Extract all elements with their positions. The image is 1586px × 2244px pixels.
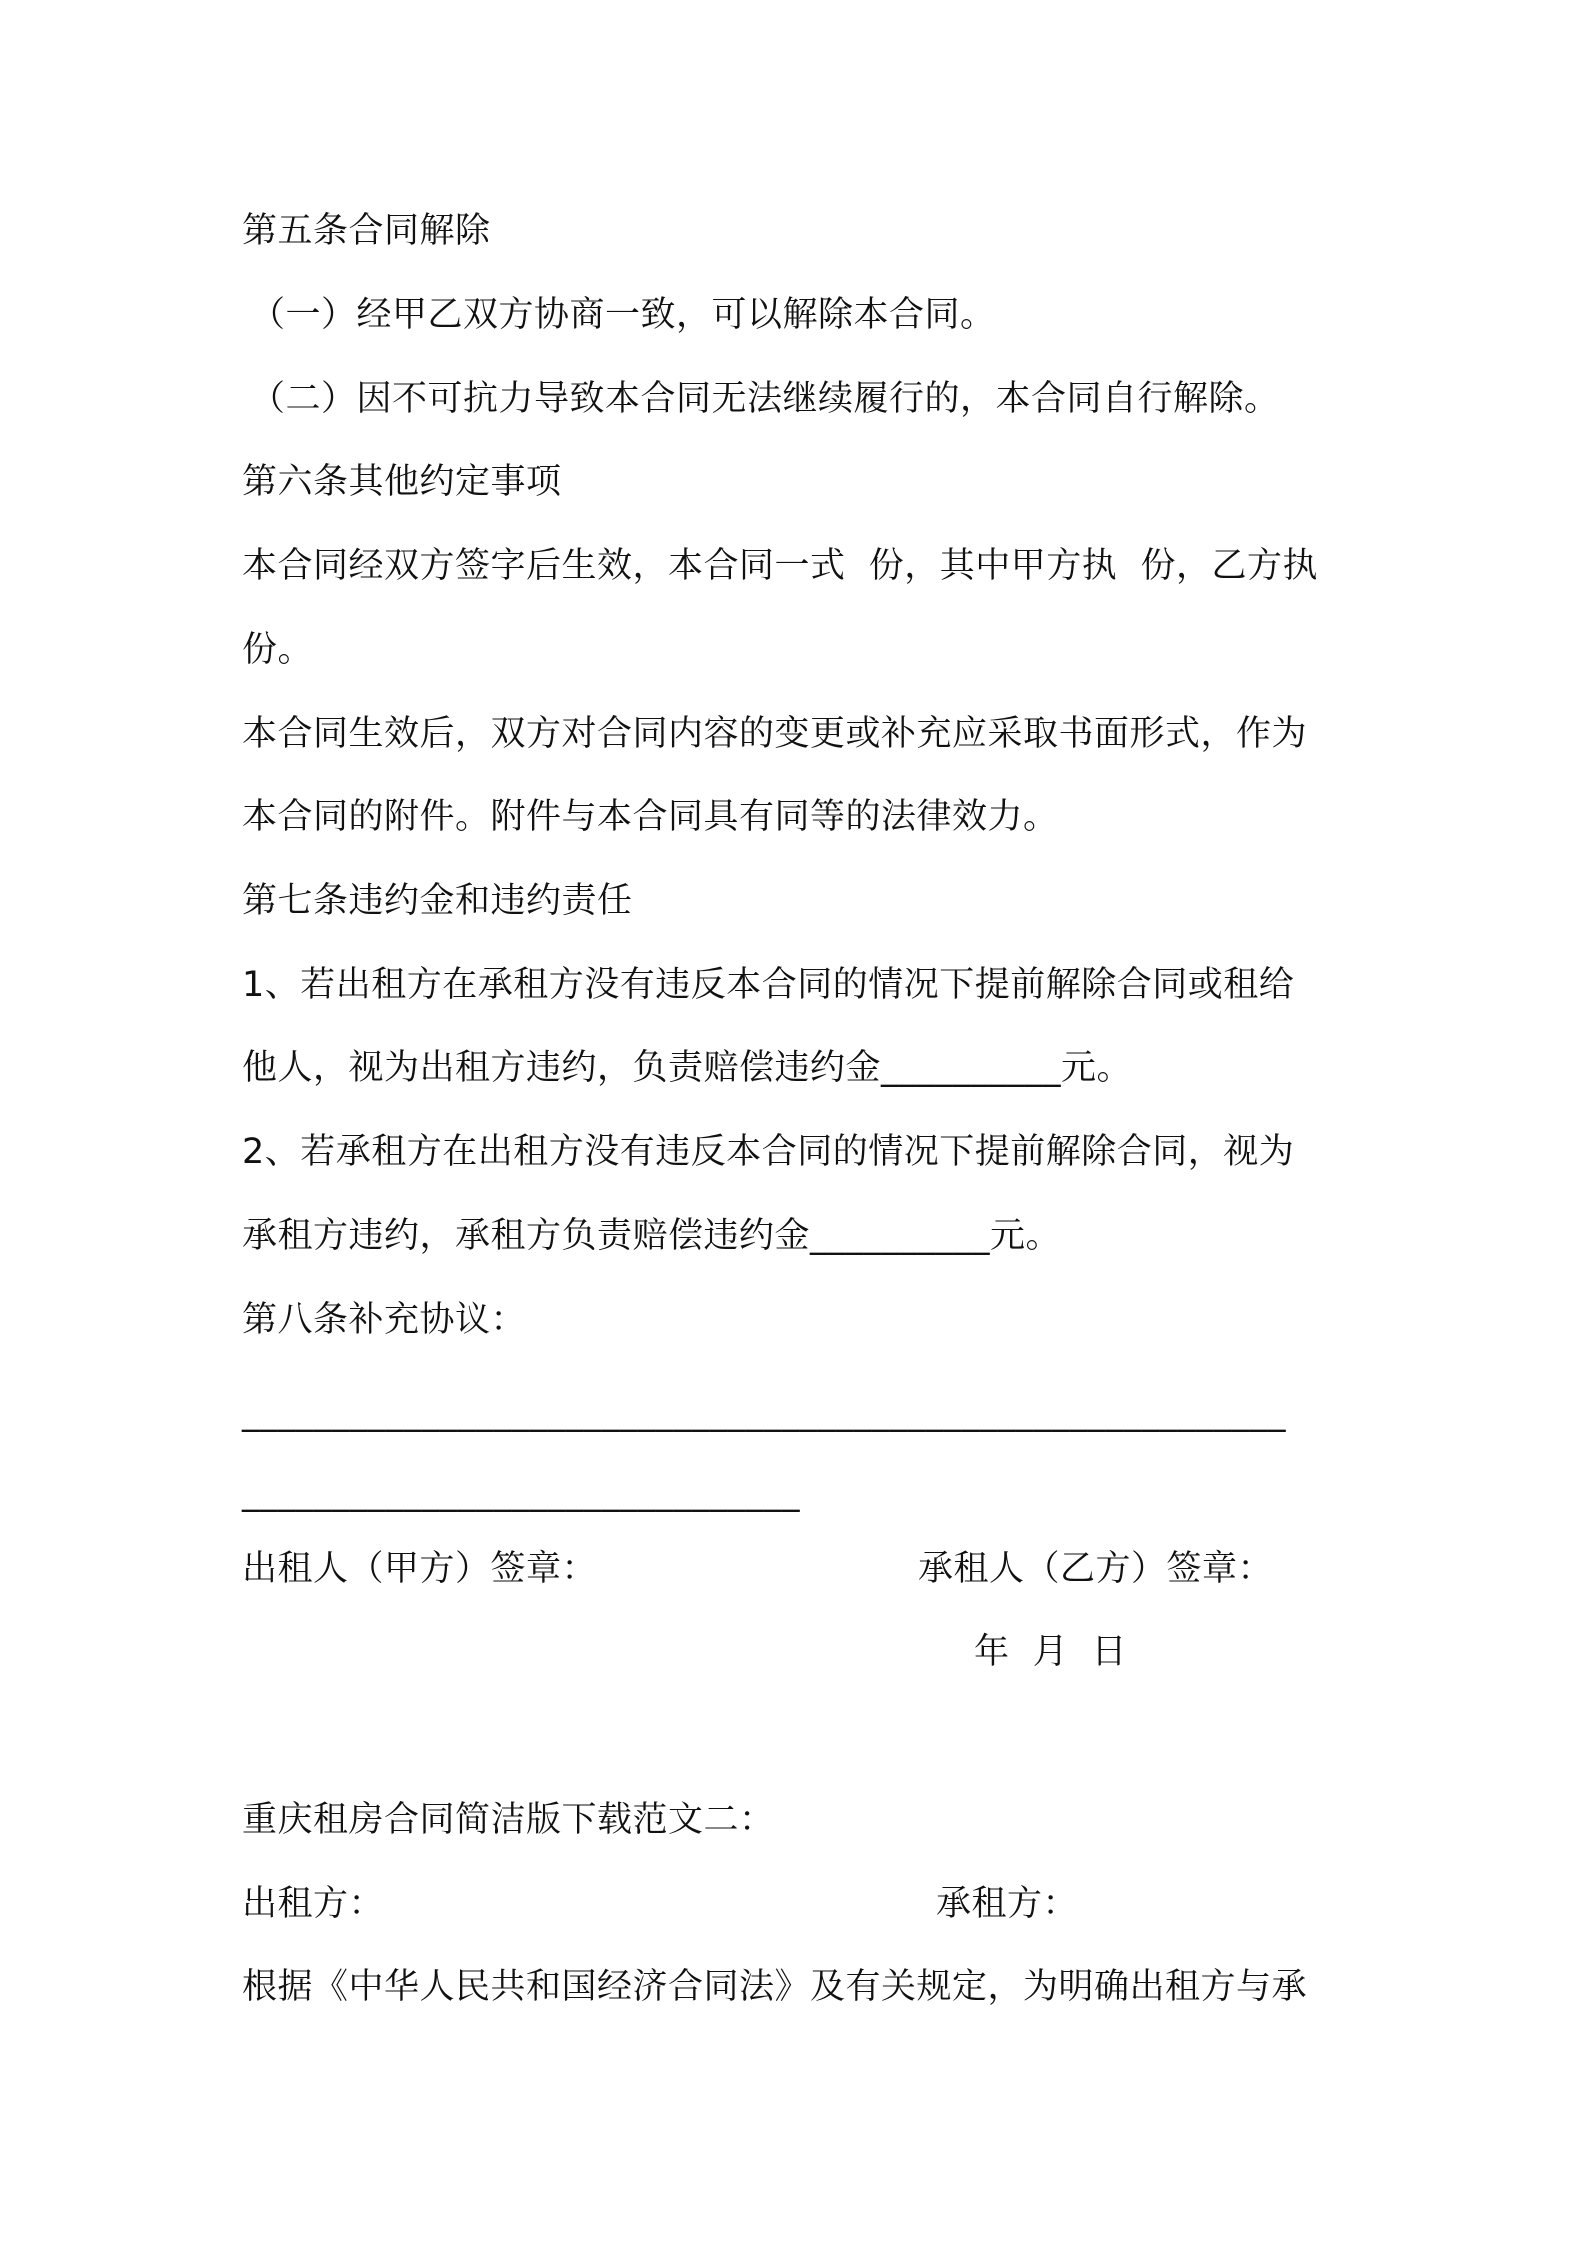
article-6-paragraph-1-line-2: 份。 [242,630,314,670]
article-6-paragraph-1-line-1: 本合同经双方签字后生效，本合同一式 份，其中甲方执 份，乙方执 [242,546,1319,586]
article-7-item-2-line-1: 2、若承租方在出租方没有违反本合同的情况下提前解除合同，视为 [242,1132,1295,1172]
sample-2-title: 重庆租房合同简洁版下载范文二： [242,1800,775,1840]
article-7-title: 第七条违约金和违约责任 [242,881,633,921]
article-8-blank-line-1: __________________________________________________________ [242,1393,1286,1433]
sample-2-intro: 根据《中华人民共和国经济合同法》及有关规定，为明确出租方与承 [242,1967,1308,2007]
article-8-title: 第八条补充协议： [242,1300,527,1340]
article-7-item-1-line-2: 他人，视为出租方违约，负责赔偿违约金__________元。 [242,1048,1133,1088]
article-5-item-2: （二）因不可抗力导致本合同无法继续履行的，本合同自行解除。 [250,379,1280,419]
signature-date: 年 月 日 [974,1632,1128,1672]
article-5-item-1: （一）经甲乙双方协商一致，可以解除本合同。 [250,295,996,335]
article-5-title: 第五条合同解除 [242,211,491,251]
article-6-title: 第六条其他约定事项 [242,462,562,502]
article-6-paragraph-2-line-1: 本合同生效后，双方对合同内容的变更或补充应采取书面形式，作为 [242,714,1308,754]
article-6-paragraph-2-line-2: 本合同的附件。附件与本合同具有同等的法律效力。 [242,797,1059,837]
lessor-party-label: 出租方： [242,1884,385,1924]
lessee-party-label: 承租方： [936,1884,1079,1924]
lessor-signature-label: 出租人（甲方）签章： [242,1549,598,1589]
lessee-signature-label: 承租人（乙方）签章： [918,1549,1274,1589]
article-8-blank-line-2: _______________________________ [242,1473,800,1513]
article-7-item-2-line-2: 承租方违约，承租方负责赔偿违约金__________元。 [242,1216,1062,1256]
article-7-item-1-line-1: 1、若出租方在承租方没有违反本合同的情况下提前解除合同或租给 [242,965,1295,1005]
